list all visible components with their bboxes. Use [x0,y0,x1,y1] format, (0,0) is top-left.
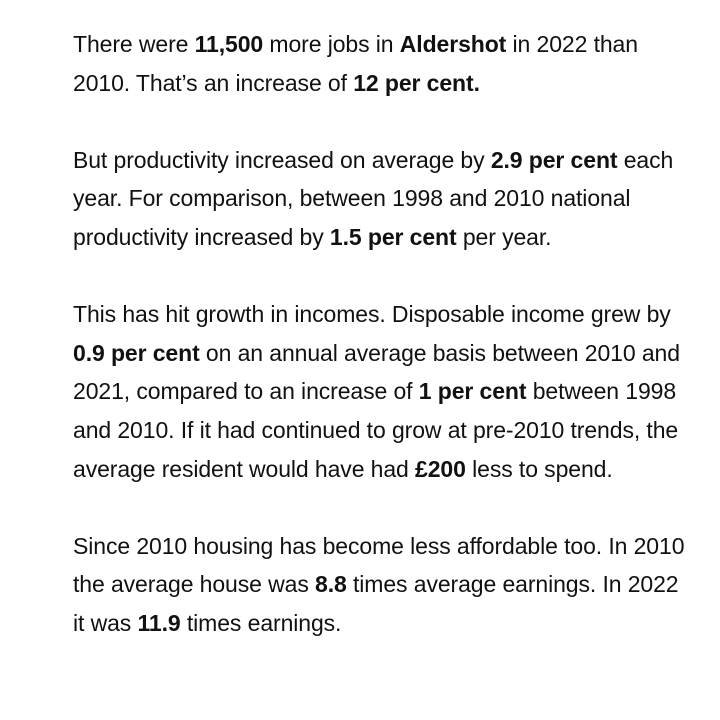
text-segment: times earnings. [180,609,342,636]
text-segment: less to spend. [465,455,613,482]
text-segment: between 1998 and 2010. If it had continued to grow at pre-2010 trends, the average resident would have had [73,378,679,482]
income-growth-recent: 0.9 per cent [73,339,200,366]
text-segment: There were [73,31,195,57]
house-price-ratio-2010: 8.8 [315,571,347,598]
national-productivity-growth: 1.5 per cent [329,223,457,250]
text-segment: Since 2010 housing has become less affordable too. In 2010 the average house was [73,532,685,598]
income-growth-prior: 1 per cent [418,378,527,405]
paragraph-housing [73,527,693,643]
jobs-increase-count: 11,500 [194,31,264,57]
text-segment: per year. [456,223,552,250]
local-productivity-growth: 2.9 per cent [490,146,618,173]
text-segment: This has hit growth in incomes. Disposable income grew by [73,301,671,328]
paragraph-productivity [73,141,693,257]
jobs-increase-percent: 12 per cent. [353,69,480,96]
text-segment: in 2022 than 2010. That’s an increase of [73,31,638,96]
paragraph-incomes [73,295,693,488]
text-segment: times average earnings. In 2022 it was [73,571,679,636]
income-shortfall: £200 [415,455,466,482]
paragraph-jobs [73,25,693,102]
text-segment: on an annual average basis between 2010 and 2021, compared to an increase of [73,339,680,405]
text-segment: But productivity increased on average by [73,146,491,173]
text-segment: each year. For comparison, between 1998 and 2010 national productivity increased by [73,146,674,250]
place-name: Aldershot [399,31,507,57]
article-body [73,25,693,643]
text-segment: more jobs in [263,31,400,57]
house-price-ratio-2022: 11.9 [137,609,181,636]
